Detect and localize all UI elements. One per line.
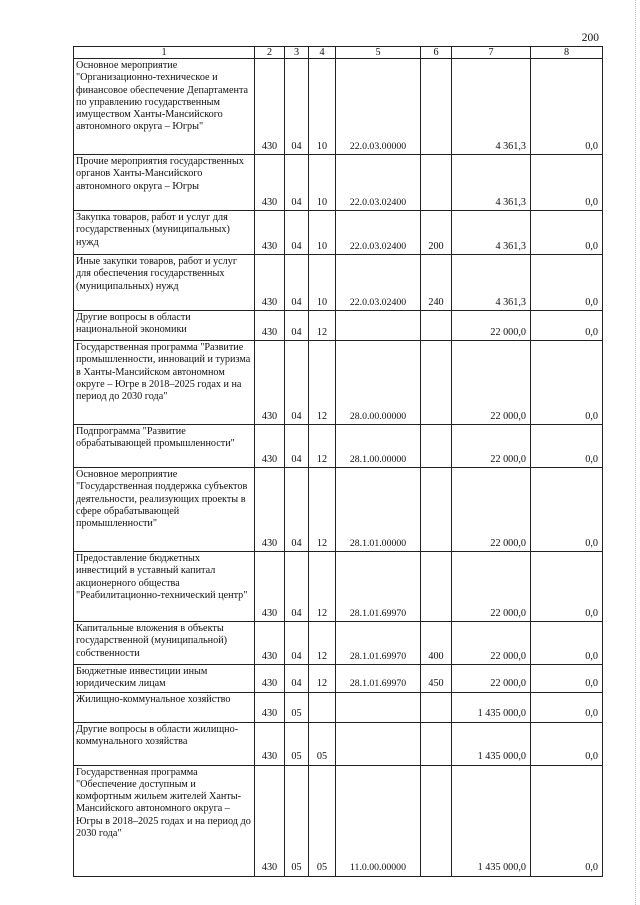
expense-type-cell bbox=[421, 311, 452, 341]
table-row bbox=[74, 255, 603, 311]
table-row bbox=[74, 155, 603, 211]
section-code-cell: 05 bbox=[285, 692, 309, 722]
subsection-code-cell bbox=[309, 692, 336, 722]
amount-second-cell: 0,0 bbox=[531, 692, 603, 722]
target-article-cell bbox=[336, 311, 421, 341]
amount-second-cell: 0,0 bbox=[531, 622, 603, 665]
amount-second-cell: 0,0 bbox=[531, 552, 603, 622]
subsection-code-cell: 05 bbox=[309, 765, 336, 876]
amount-cell: 22 000,0 bbox=[452, 425, 531, 468]
amount-cell: 4 361,3 bbox=[452, 255, 531, 311]
section-code-cell: 04 bbox=[285, 665, 309, 693]
row-name-cell: Другие вопросы в области жилищно-коммунального хозяйства bbox=[74, 722, 255, 765]
expense-type-cell bbox=[421, 468, 452, 552]
row-name-cell: Предоставление бюджетных инвестиций в уставный капитал акционерного общества "Реабилитационно-технический центр" bbox=[74, 552, 255, 622]
target-article-cell bbox=[336, 692, 421, 722]
amount-second-cell: 0,0 bbox=[531, 665, 603, 693]
column-header-row bbox=[74, 47, 603, 59]
ministry-code-cell: 430 bbox=[255, 155, 285, 211]
section-code-cell: 04 bbox=[285, 425, 309, 468]
row-name-cell: Государственная программа "Развитие промышленности, инноваций и туризма в Ханты-Мансийском автономном округе – Югре в 2018–2025 годах и на период до 2030 года" bbox=[74, 341, 255, 425]
table-row bbox=[74, 211, 603, 255]
column-header: 7 bbox=[452, 47, 531, 59]
section-code-cell: 04 bbox=[285, 255, 309, 311]
amount-cell: 22 000,0 bbox=[452, 468, 531, 552]
ministry-code-cell: 430 bbox=[255, 211, 285, 255]
amount-second-cell: 0,0 bbox=[531, 341, 603, 425]
subsection-code-cell: 12 bbox=[309, 311, 336, 341]
expense-type-cell: 240 bbox=[421, 255, 452, 311]
subsection-code-cell: 12 bbox=[309, 552, 336, 622]
subsection-code-cell: 12 bbox=[309, 468, 336, 552]
subsection-code-cell: 12 bbox=[309, 622, 336, 665]
column-header: 4 bbox=[309, 47, 336, 59]
expense-type-cell bbox=[421, 722, 452, 765]
target-article-cell: 22.0.03.02400 bbox=[336, 155, 421, 211]
ministry-code-cell: 430 bbox=[255, 622, 285, 665]
target-article-cell: 11.0.00.00000 bbox=[336, 765, 421, 876]
row-name-cell: Прочие мероприятия государственных органов Ханты-Мансийского автономного округа – Югры bbox=[74, 155, 255, 211]
section-code-cell: 04 bbox=[285, 155, 309, 211]
amount-cell: 1 435 000,0 bbox=[452, 692, 531, 722]
ministry-code-cell: 430 bbox=[255, 255, 285, 311]
table-row bbox=[74, 311, 603, 341]
subsection-code-cell: 10 bbox=[309, 59, 336, 155]
expense-type-cell bbox=[421, 692, 452, 722]
target-article-cell: 22.0.03.02400 bbox=[336, 255, 421, 311]
amount-cell: 1 435 000,0 bbox=[452, 722, 531, 765]
target-article-cell: 28.1.00.00000 bbox=[336, 425, 421, 468]
expense-type-cell bbox=[421, 59, 452, 155]
ministry-code-cell: 430 bbox=[255, 552, 285, 622]
subsection-code-cell: 10 bbox=[309, 155, 336, 211]
target-article-cell: 22.0.03.00000 bbox=[336, 59, 421, 155]
target-article-cell: 22.0.03.02400 bbox=[336, 211, 421, 255]
expense-type-cell bbox=[421, 765, 452, 876]
row-name-cell: Иные закупки товаров, работ и услуг для обеспечения государственных (муниципальных) нужд bbox=[74, 255, 255, 311]
expense-type-cell bbox=[421, 425, 452, 468]
page-edge-marks bbox=[634, 0, 636, 905]
amount-second-cell: 0,0 bbox=[531, 425, 603, 468]
expense-type-cell: 400 bbox=[421, 622, 452, 665]
ministry-code-cell: 430 bbox=[255, 59, 285, 155]
table-row bbox=[74, 722, 603, 765]
section-code-cell: 04 bbox=[285, 311, 309, 341]
column-header: 6 bbox=[421, 47, 452, 59]
expense-type-cell: 450 bbox=[421, 665, 452, 693]
ministry-code-cell: 430 bbox=[255, 425, 285, 468]
amount-cell: 22 000,0 bbox=[452, 311, 531, 341]
section-code-cell: 05 bbox=[285, 722, 309, 765]
ministry-code-cell: 430 bbox=[255, 665, 285, 693]
amount-cell: 22 000,0 bbox=[452, 665, 531, 693]
row-name-cell: Государственная программа "Обеспечение доступным и комфортным жильем жителей Ханты-Мансийского автономного округа – Югры в 2018–2025 годах и на период до 2030 года" bbox=[74, 765, 255, 876]
amount-second-cell: 0,0 bbox=[531, 155, 603, 211]
column-header: 1 bbox=[74, 47, 255, 59]
amount-cell: 4 361,3 bbox=[452, 211, 531, 255]
row-name-cell: Основное мероприятие "Организационно-техническое и финансовое обеспечение Департамента по управлению государственным имуществом Ханты-Мансийского автономного округа – Югры" bbox=[74, 59, 255, 155]
target-article-cell: 28.1.01.00000 bbox=[336, 468, 421, 552]
column-header: 5 bbox=[336, 47, 421, 59]
subsection-code-cell: 12 bbox=[309, 665, 336, 693]
table-row bbox=[74, 765, 603, 876]
amount-cell: 22 000,0 bbox=[452, 622, 531, 665]
amount-second-cell: 0,0 bbox=[531, 59, 603, 155]
subsection-code-cell: 10 bbox=[309, 255, 336, 311]
amount-second-cell: 0,0 bbox=[531, 722, 603, 765]
amount-cell: 22 000,0 bbox=[452, 341, 531, 425]
table-row bbox=[74, 59, 603, 155]
expense-type-cell: 200 bbox=[421, 211, 452, 255]
ministry-code-cell: 430 bbox=[255, 692, 285, 722]
target-article-cell bbox=[336, 722, 421, 765]
subsection-code-cell: 12 bbox=[309, 425, 336, 468]
section-code-cell: 04 bbox=[285, 552, 309, 622]
table-row bbox=[74, 341, 603, 425]
ministry-code-cell: 430 bbox=[255, 341, 285, 425]
target-article-cell: 28.0.00.00000 bbox=[336, 341, 421, 425]
table-row bbox=[74, 425, 603, 468]
expense-type-cell bbox=[421, 341, 452, 425]
section-code-cell: 04 bbox=[285, 341, 309, 425]
row-name-cell: Капитальные вложения в объекты государственной (муниципальной) собственности bbox=[74, 622, 255, 665]
amount-cell: 4 361,3 bbox=[452, 155, 531, 211]
table-row bbox=[74, 468, 603, 552]
amount-second-cell: 0,0 bbox=[531, 765, 603, 876]
ministry-code-cell: 430 bbox=[255, 468, 285, 552]
amount-cell: 22 000,0 bbox=[452, 552, 531, 622]
subsection-code-cell: 10 bbox=[309, 211, 336, 255]
amount-cell: 4 361,3 bbox=[452, 59, 531, 155]
row-name-cell: Основное мероприятие "Государственная поддержка субъектов деятельности, реализующих проекты в сфере обрабатывающей промышленности" bbox=[74, 468, 255, 552]
section-code-cell: 04 bbox=[285, 211, 309, 255]
subsection-code-cell: 05 bbox=[309, 722, 336, 765]
amount-second-cell: 0,0 bbox=[531, 255, 603, 311]
expense-type-cell bbox=[421, 552, 452, 622]
section-code-cell: 04 bbox=[285, 622, 309, 665]
section-code-cell: 05 bbox=[285, 765, 309, 876]
amount-second-cell: 0,0 bbox=[531, 468, 603, 552]
target-article-cell: 28.1.01.69970 bbox=[336, 552, 421, 622]
amount-second-cell: 0,0 bbox=[531, 311, 603, 341]
table-row bbox=[74, 552, 603, 622]
ministry-code-cell: 430 bbox=[255, 722, 285, 765]
ministry-code-cell: 430 bbox=[255, 765, 285, 876]
subsection-code-cell: 12 bbox=[309, 341, 336, 425]
table-row bbox=[74, 665, 603, 693]
expense-type-cell bbox=[421, 155, 452, 211]
target-article-cell: 28.1.01.69970 bbox=[336, 622, 421, 665]
page-number: 200 bbox=[581, 32, 599, 44]
row-name-cell: Закупка товаров, работ и услуг для государственных (муниципальных) нужд bbox=[74, 211, 255, 255]
column-header: 3 bbox=[285, 47, 309, 59]
row-name-cell: Бюджетные инвестиции иным юридическим лицам bbox=[74, 665, 255, 693]
budget-table bbox=[73, 46, 603, 877]
target-article-cell: 28.1.01.69970 bbox=[336, 665, 421, 693]
row-name-cell: Подпрограмма "Развитие обрабатывающей промышленности" bbox=[74, 425, 255, 468]
amount-cell: 1 435 000,0 bbox=[452, 765, 531, 876]
row-name-cell: Другие вопросы в области национальной экономики bbox=[74, 311, 255, 341]
table-row bbox=[74, 692, 603, 722]
ministry-code-cell: 430 bbox=[255, 311, 285, 341]
row-name-cell: Жилищно-коммунальное хозяйство bbox=[74, 692, 255, 722]
section-code-cell: 04 bbox=[285, 59, 309, 155]
column-header: 2 bbox=[255, 47, 285, 59]
section-code-cell: 04 bbox=[285, 468, 309, 552]
column-header: 8 bbox=[531, 47, 603, 59]
table-row bbox=[74, 622, 603, 665]
amount-second-cell: 0,0 bbox=[531, 211, 603, 255]
